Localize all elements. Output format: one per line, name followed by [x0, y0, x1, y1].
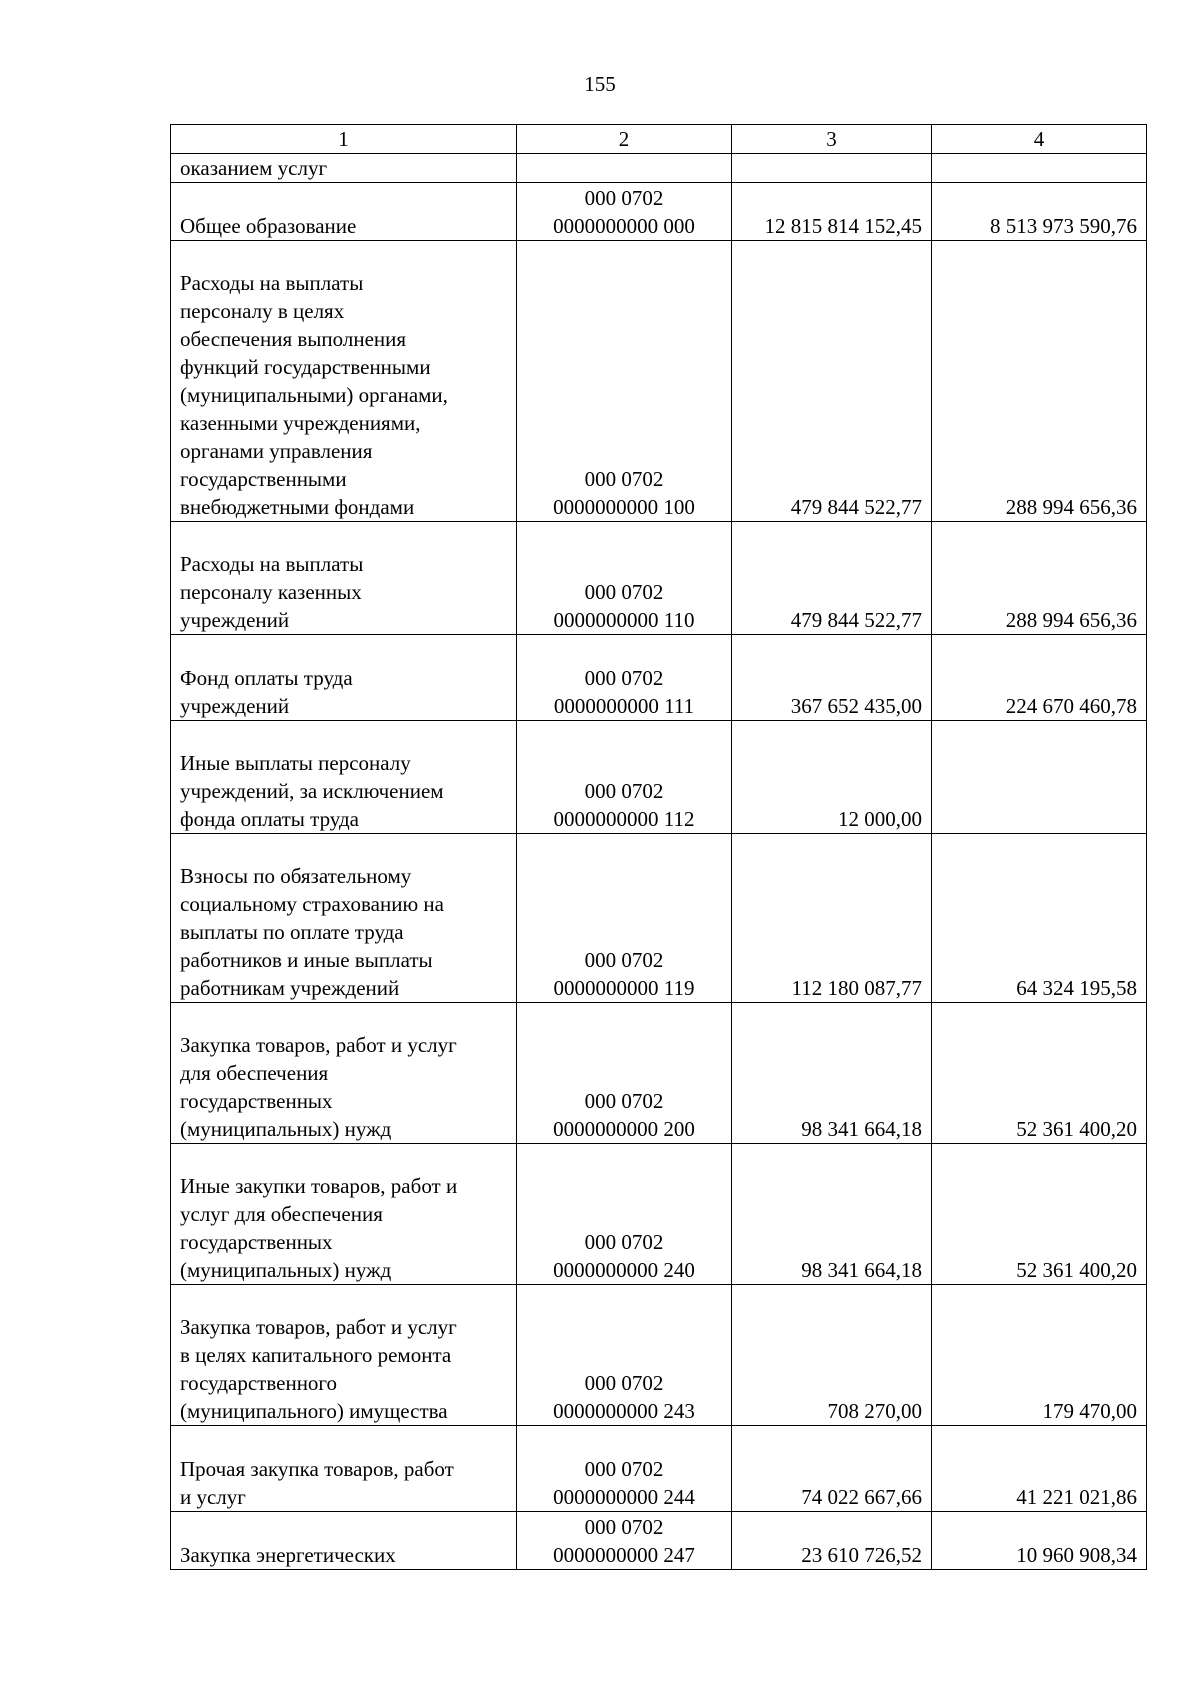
row-amount-col3: 479 844 522,77 [732, 241, 932, 522]
row-amount-col3: 98 341 664,18 [732, 1144, 932, 1285]
table-row [171, 721, 1147, 834]
table-row [171, 1285, 1147, 1426]
budget-table [170, 124, 1147, 1570]
table-row [171, 1144, 1147, 1285]
row-name: Иные закупки товаров, работ и услуг для обеспечения государственных (муниципальных) нужд [171, 1144, 517, 1285]
row-amount-col4: 179 470,00 [932, 1285, 1147, 1426]
row-code: 000 0702 0000000000 247 [517, 1512, 732, 1570]
table-row [171, 154, 1147, 183]
row-name: Расходы на выплаты персоналу в целях обеспечения выполнения функций государственными (муниципальными) органами, казенными учреждениями, органами управления государственными внебюджетными фондами [171, 241, 517, 522]
row-amount-col3: 12 815 814 152,45 [732, 183, 932, 241]
table-row [171, 1003, 1147, 1144]
row-amount-col4: 8 513 973 590,76 [932, 183, 1147, 241]
row-code [517, 154, 732, 183]
table-row [171, 522, 1147, 635]
page-number: 155 [584, 72, 616, 96]
row-name: Закупка товаров, работ и услуг в целях капитального ремонта государственного (муниципального) имущества [171, 1285, 517, 1426]
row-amount-col4 [932, 154, 1147, 183]
row-amount-col4: 288 994 656,36 [932, 522, 1147, 635]
row-amount-col3: 479 844 522,77 [732, 522, 932, 635]
column-header: 3 [732, 125, 932, 154]
row-amount-col4: 41 221 021,86 [932, 1426, 1147, 1512]
table-row [171, 1512, 1147, 1570]
row-code: 000 0702 0000000000 110 [517, 522, 732, 635]
column-header: 2 [517, 125, 732, 154]
row-amount-col4: 52 361 400,20 [932, 1003, 1147, 1144]
row-amount-col4: 52 361 400,20 [932, 1144, 1147, 1285]
row-name: Фонд оплаты труда учреждений [171, 635, 517, 721]
row-amount-col3 [732, 154, 932, 183]
row-amount-col3: 112 180 087,77 [732, 834, 932, 1003]
table-row [171, 834, 1147, 1003]
row-amount-col4: 10 960 908,34 [932, 1512, 1147, 1570]
row-code: 000 0702 0000000000 243 [517, 1285, 732, 1426]
row-name: Расходы на выплаты персоналу казенных учреждений [171, 522, 517, 635]
row-amount-col4 [932, 721, 1147, 834]
row-code: 000 0702 0000000000 112 [517, 721, 732, 834]
row-amount-col3: 98 341 664,18 [732, 1003, 932, 1144]
row-name: Прочая закупка товаров, работ и услуг [171, 1426, 517, 1512]
row-amount-col4: 288 994 656,36 [932, 241, 1147, 522]
table-header-row [171, 125, 1147, 154]
row-code: 000 0702 0000000000 200 [517, 1003, 732, 1144]
row-code: 000 0702 0000000000 244 [517, 1426, 732, 1512]
row-amount-col3: 12 000,00 [732, 721, 932, 834]
column-header: 1 [171, 125, 517, 154]
row-amount-col3: 367 652 435,00 [732, 635, 932, 721]
row-code: 000 0702 0000000000 119 [517, 834, 732, 1003]
table-row [171, 183, 1147, 241]
row-name: Закупка энергетических [171, 1512, 517, 1570]
row-name: оказанием услуг [171, 154, 517, 183]
row-name: Общее образование [171, 183, 517, 241]
table-row [171, 241, 1147, 522]
column-header: 4 [932, 125, 1147, 154]
row-amount-col4: 64 324 195,58 [932, 834, 1147, 1003]
row-name: Иные выплаты персоналу учреждений, за исключением фонда оплаты труда [171, 721, 517, 834]
row-code: 000 0702 0000000000 111 [517, 635, 732, 721]
row-name: Взносы по обязательному социальному страхованию на выплаты по оплате труда работников и иные выплаты работникам учреждений [171, 834, 517, 1003]
row-amount-col4: 224 670 460,78 [932, 635, 1147, 721]
row-code: 000 0702 0000000000 100 [517, 241, 732, 522]
row-amount-col3: 74 022 667,66 [732, 1426, 932, 1512]
row-code: 000 0702 0000000000 240 [517, 1144, 732, 1285]
row-code: 000 0702 0000000000 000 [517, 183, 732, 241]
table-row [171, 1426, 1147, 1512]
table-row [171, 635, 1147, 721]
row-amount-col3: 708 270,00 [732, 1285, 932, 1426]
row-name: Закупка товаров, работ и услуг для обеспечения государственных (муниципальных) нужд [171, 1003, 517, 1144]
row-amount-col3: 23 610 726,52 [732, 1512, 932, 1570]
